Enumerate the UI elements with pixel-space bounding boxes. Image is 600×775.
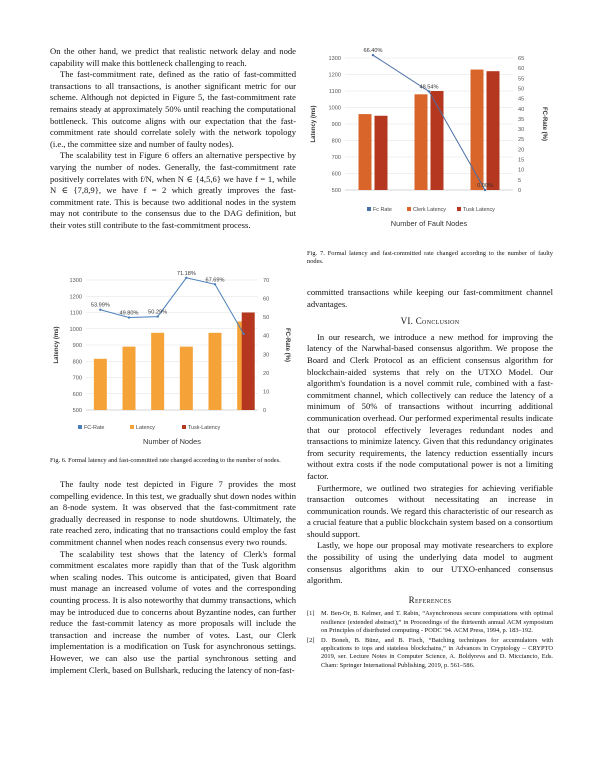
paragraph: committed transactions while keeping our fast-commitment channel advantages. xyxy=(307,287,553,309)
y-tick-label: 500 xyxy=(331,188,341,194)
y-tick-label: 1300 xyxy=(69,278,82,284)
y-tick-label: 600 xyxy=(331,171,341,178)
y-tick-label: 1000 xyxy=(328,105,341,112)
section-heading-references: References xyxy=(408,594,452,605)
legend-entry: Clerk Latency xyxy=(413,207,446,213)
y2-tick-label: 60 xyxy=(263,296,270,303)
fc-rate-point xyxy=(242,333,244,335)
legend-entry: Tusk Latency xyxy=(463,207,495,213)
y2-axis-label: FC-Rate (%) xyxy=(541,107,547,141)
fc-rate-point xyxy=(99,309,101,311)
left-column-top-text xyxy=(50,46,296,232)
bar-latency xyxy=(94,359,107,410)
legend-entry: Tusk-Latency xyxy=(188,425,221,431)
fc-rate-point xyxy=(428,90,430,92)
legend-entry: Latency xyxy=(136,425,155,431)
fc-rate-data-label: 53.99% xyxy=(90,302,110,309)
paragraph: In our research, we introduce a new method for improving the latency of the Narwhal-based consensus algorithm. We propose the Board and Clerk Protocol as an efficient consensus algorithm for blockchain-aided systems that rely on the UTXO Model. Our algorithm's foundation is a novel commit rule, combined with a fast-commitment channel, which collectively can reduce the latency of a minimum of 50% of transactions without incurring additional communication overhead. Our performed experimental results indicate that our protocol effectively leverages redundant nodes and transactions to minimize latency. Given that this redundancy originates from security requirements, the latency reduction essentially incurs without extra costs if the node computational power is not a limiting factor. xyxy=(307,331,553,481)
y2-tick-label: 20 xyxy=(518,147,525,154)
bar-latency xyxy=(123,347,136,410)
section-heading-conclusion: VI. Conclusion xyxy=(400,316,460,327)
y2-tick-label: 55 xyxy=(518,76,525,83)
right-column-text xyxy=(307,287,553,672)
y2-tick-label: 35 xyxy=(518,116,525,123)
y-tick-label: 1000 xyxy=(69,326,82,333)
bar-tusk-latency xyxy=(242,313,255,411)
y2-tick-label: 25 xyxy=(518,137,525,144)
y2-tick-label: 15 xyxy=(518,157,525,164)
fc-rate-line xyxy=(373,55,485,190)
y-tick-label: 1200 xyxy=(328,72,341,79)
legend-swatch xyxy=(182,425,186,429)
paragraph: Lastly, we hope our proposal may motivate researchers to explore the possibility of using the underlying data model to augment consensus algorithms akin to our UTXO-enhanced consensus algorithm. xyxy=(307,540,553,586)
legend-entry: Fc Rate xyxy=(373,207,392,213)
y2-tick-label: 10 xyxy=(518,167,525,174)
y-tick-label: 1300 xyxy=(328,56,341,62)
bar-latency xyxy=(151,333,164,410)
reference-number: [1] xyxy=(307,610,315,618)
reference-list xyxy=(307,610,553,669)
fc-rate-line xyxy=(100,278,243,334)
y-axis-label: Latency (ms) xyxy=(54,326,60,364)
left-column-bottom-text xyxy=(50,479,296,676)
y-tick-label: 500 xyxy=(72,408,82,414)
fc-rate-point xyxy=(484,189,486,191)
paragraph: Furthermore, we outlined two strategies for achieving verifiable transaction outcomes without necessitating an increase in communication rounds. We regard this characteristic of our research as a crucial feature that a public blockchain system based on a consortium should support. xyxy=(307,482,553,539)
x-axis-label: Number of Nodes xyxy=(143,437,201,446)
reference-text: M. Ben-Or, B. Kelmer, and T. Rabin, “Asynchronous secure computations with optimal resilience (extended abstract),” in Proceedings of the thirteenth annual ACM symposium on Principles of distributed computing - PODC '94. ACM Press, 1994, p. 183–192. xyxy=(321,610,553,634)
bar-clerk-latency xyxy=(471,70,484,190)
fc-rate-data-label: 50.29% xyxy=(148,309,168,316)
y-tick-label: 800 xyxy=(331,138,341,145)
reference-item xyxy=(307,610,553,635)
fc-rate-point xyxy=(128,316,130,318)
y2-tick-label: 45 xyxy=(518,96,525,103)
y-tick-label: 800 xyxy=(72,359,82,366)
reference-number: [2] xyxy=(307,637,315,645)
figure-6-caption: Fig. 6. Formal latency and fast-committed rate changed according to the number of nodes. xyxy=(50,457,281,464)
paragraph: The scalability test in Figure 6 offers an alternative perspective by varying the number of nodes. Generally, the fast-commitment rate positively correlates with f/N, when N ∈ {4,5,6} we have f = 1, while N ∈ {7,8,9}, we have f = 2 which greatly improves the fast-commitment rate. This is because two additional nodes in the system may not contribute to the consensus due to the DAG definition, but their votes still contribute to the fast-commitment process. xyxy=(50,150,296,230)
reference-text: D. Boneh, B. Bünz, and B. Fisch, “Batching techniques for accumulators with applications to iops and stateless blockchains,” in Advances in Cryptology – CRYPTO 2019, ser. Lecture Notes in Computer Science, A. Boldyreva and D. Micciancio, Eds. Cham: Springer International Publishing, 2019, p. 561–586. xyxy=(321,637,553,669)
bar-clerk-latency xyxy=(359,114,372,190)
fc-rate-point xyxy=(372,54,374,56)
y-tick-label: 600 xyxy=(72,391,82,398)
bar-latency xyxy=(209,333,222,410)
y2-tick-label: 20 xyxy=(263,370,270,377)
y-axis-label: Latency (ms) xyxy=(311,105,317,143)
y2-tick-label: 10 xyxy=(263,389,270,396)
legend-swatch xyxy=(367,207,371,211)
y2-tick-label: 5 xyxy=(518,177,522,184)
legend-swatch xyxy=(457,207,461,211)
y2-tick-label: 60 xyxy=(518,66,525,73)
bar-clerk-latency xyxy=(415,94,428,190)
fc-rate-data-label: 67.69% xyxy=(205,277,225,284)
y-tick-label: 900 xyxy=(72,343,82,349)
fc-rate-point xyxy=(185,277,187,279)
bar-tusk-latency xyxy=(375,116,388,190)
y2-tick-label: 40 xyxy=(518,106,525,113)
fc-rate-point xyxy=(156,315,158,317)
y2-tick-label: 30 xyxy=(518,127,525,134)
x-axis-label: Number of Fault Nodes xyxy=(390,219,468,228)
paragraph: On the other hand, we predict that realistic network delay and node capability will make this bottleneck challenging to reach. xyxy=(50,46,296,68)
fc-rate-data-label: 48.54% xyxy=(419,84,439,91)
y2-axis-label: FC-Rate (%) xyxy=(284,328,290,362)
paragraph: The scalability test shows that the latency of Clerk's formal commitment escalates more rapidly than that of the Tusk algorithm when scaling nodes. This outcome is anticipated, given that Board must manage an increased volume of votes and the corresponding counting process. It is also noteworthy that dummy transactions, which may be introduced due to concerns about Byzantine nodes, can further reduce the fast-commit latency as more proposals will include the transaction and increase the number of votes. Last, our Clerk implementation is a modification on Tusk for asynchronous settings. However, we can also use the partial synchronous setting and implement Clerk, based on Bullshark, reducing the latency of non-fast- xyxy=(50,548,296,675)
legend-swatch xyxy=(78,425,82,429)
y-tick-label: 900 xyxy=(331,122,341,128)
legend-swatch xyxy=(130,425,134,429)
fc-rate-data-label: 49.80% xyxy=(119,310,139,317)
y2-tick-label: 40 xyxy=(263,333,270,340)
bar-latency xyxy=(180,347,193,410)
paragraph: The faulty node test depicted in Figure 7 provides the most compelling evidence. In this test, we gradually shut down nodes within an 8-node system. It was observed that the fast-commitment rate gradually decreased in response to node shutdowns. Ultimately, the rate reached zero, indicating that no transactions could employ the fast commitment channel when nodes reach consensus every two rounds. xyxy=(50,479,296,547)
figure-6-chart xyxy=(50,270,296,450)
y2-tick-label: 70 xyxy=(263,278,270,284)
y2-tick-label: 65 xyxy=(518,56,525,62)
fc-rate-data-label: 71.18% xyxy=(176,270,196,277)
y2-tick-label: 50 xyxy=(518,86,525,93)
y2-tick-label: 0 xyxy=(263,408,267,414)
figure-7-caption: Fig. 7. Formal latency and fast-committed rate changed according to the number of faulty nodes. xyxy=(307,250,553,266)
paragraph: The fast-commitment rate, defined as the ratio of fast-committed transactions to all transactions, is another significant metric for our scheme. Although not depicted in Figure 5, the fast-commitment rate remains steady at approximately 50% until reaching the computational bottleneck. This outcome aligns with our expectation that the fast-commitment rate should correlate solely with the network topology (i.e., the committee size and number of faulty nodes). xyxy=(50,69,296,149)
bar-tusk-latency xyxy=(487,71,500,190)
y-tick-label: 1100 xyxy=(328,89,341,95)
y2-tick-label: 30 xyxy=(263,352,270,359)
y-tick-label: 1100 xyxy=(69,310,82,317)
figure-7-chart xyxy=(307,48,553,233)
fc-rate-point xyxy=(214,283,216,285)
legend-swatch xyxy=(407,207,411,211)
y-tick-label: 700 xyxy=(331,155,341,161)
y2-tick-label: 50 xyxy=(263,315,270,322)
fc-rate-data-label: 66.40% xyxy=(363,48,383,55)
y-tick-label: 1200 xyxy=(69,294,82,301)
y2-tick-label: 0 xyxy=(518,188,522,194)
fc-rate-data-label: 0.00% xyxy=(477,183,493,189)
legend-entry: FC-Rate xyxy=(84,425,105,431)
y-tick-label: 700 xyxy=(72,375,82,382)
reference-item xyxy=(307,637,553,670)
